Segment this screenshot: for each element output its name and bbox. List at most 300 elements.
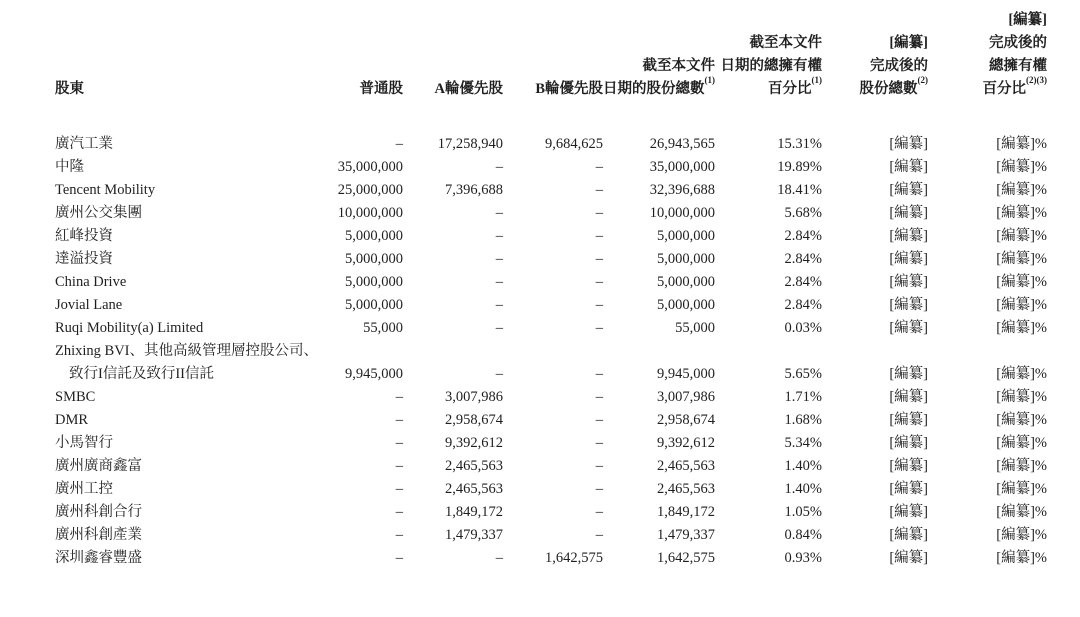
cell-value: [編纂]% — [996, 550, 1047, 566]
cell-value: 5,000,000 — [345, 251, 403, 267]
cell-post-completion-total-shares — [822, 340, 928, 386]
table-row — [55, 271, 1047, 294]
cell-post-completion-total-shares — [822, 409, 928, 432]
cell-ownership-pct-as-of-date — [715, 386, 822, 409]
cell-value: 2.84% — [784, 274, 822, 290]
cell-value: 35,000,000 — [649, 159, 715, 175]
cell-value: 10,000,000 — [337, 205, 403, 221]
cell-value: – — [495, 159, 503, 175]
cell-post-completion-total-shares — [822, 133, 928, 156]
cell-value: – — [595, 458, 603, 474]
cell-ordinary-shares — [337, 547, 403, 570]
cell-value: [編纂]% — [996, 458, 1047, 474]
table-row — [55, 179, 1047, 202]
cell-ownership-pct-as-of-date — [715, 524, 822, 547]
cell-post-completion-ownership-pct — [928, 455, 1047, 478]
cell-total-shares-as-of-date — [603, 179, 715, 202]
cell-total-shares-as-of-date — [603, 386, 715, 409]
cell-ownership-pct-as-of-date — [715, 179, 822, 202]
cell-ordinary-shares — [337, 432, 403, 455]
cell-series-b-preferred — [503, 248, 603, 271]
shareholder-name: 紅峰投資 — [55, 228, 113, 244]
cell-value: [編纂] — [889, 136, 928, 152]
shareholder-name: China Drive — [55, 274, 127, 290]
table-row — [55, 202, 1047, 225]
cell-value: [編纂]% — [996, 504, 1047, 520]
cell-series-a-preferred — [403, 317, 503, 340]
cell-ownership-pct-as-of-date — [715, 547, 822, 570]
cell-series-a-preferred — [403, 478, 503, 501]
cell-series-b-preferred — [503, 179, 603, 202]
cell-value: – — [495, 228, 503, 244]
footnote-ref: (1) — [704, 75, 715, 86]
cell-value: [編纂]% — [996, 527, 1047, 543]
cell-ordinary-shares — [337, 225, 403, 248]
shareholder-name: 廣州廣商鑫富 — [55, 458, 142, 474]
cell-ordinary-shares — [337, 409, 403, 432]
cell-value: [編纂] — [889, 389, 928, 405]
cell-value: – — [595, 366, 603, 382]
footnote-ref: (1) — [811, 75, 822, 86]
cell-value: [編纂]% — [996, 205, 1047, 221]
cell-total-shares-as-of-date — [603, 478, 715, 501]
cell-value: [編纂] — [889, 481, 928, 497]
cell-series-a-preferred — [403, 225, 503, 248]
cell-value: 5,000,000 — [657, 228, 715, 244]
cell-value: 1.71% — [784, 389, 822, 405]
column-header-line: 普通股 — [359, 81, 403, 97]
cell-post-completion-total-shares — [822, 524, 928, 547]
cell-post-completion-total-shares — [822, 248, 928, 271]
cell-series-a-preferred — [403, 271, 503, 294]
cell-value: – — [595, 228, 603, 244]
cell-value: 5,000,000 — [657, 251, 715, 267]
shareholder-name: 廣州科創產業 — [55, 527, 142, 543]
cell-post-completion-ownership-pct — [928, 501, 1047, 524]
cell-value: – — [495, 251, 503, 267]
shareholder-name: 廣州公交集團 — [55, 205, 142, 221]
cell-value: 10,000,000 — [649, 205, 715, 221]
shareholder-name: SMBC — [55, 389, 96, 405]
cell-value: 9,684,625 — [545, 136, 603, 152]
cell-ordinary-shares — [337, 478, 403, 501]
cell-total-shares-as-of-date — [603, 317, 715, 340]
cell-series-a-preferred — [403, 340, 503, 386]
shareholder-name: Ruqi Mobility(a) Limited — [55, 320, 204, 336]
cell-total-shares-as-of-date — [603, 202, 715, 225]
cell-ordinary-shares — [337, 133, 403, 156]
cell-total-shares-as-of-date — [603, 409, 715, 432]
cell-series-a-preferred — [403, 501, 503, 524]
cell-value: 0.84% — [784, 527, 822, 543]
footnote-ref: (2) — [917, 75, 928, 86]
column-header-line: 總擁有權 — [989, 58, 1047, 74]
cell-post-completion-total-shares — [822, 455, 928, 478]
column-header-line: 完成後的 — [989, 35, 1047, 51]
shareholding-table — [55, 9, 1047, 570]
shareholder-name: DMR — [55, 412, 89, 428]
column-header-line: 日期的總擁有權 — [720, 58, 822, 74]
cell-ownership-pct-as-of-date — [715, 133, 822, 156]
cell-value: – — [495, 205, 503, 221]
cell-value: 1.40% — [784, 481, 822, 497]
cell-total-shares-as-of-date — [603, 133, 715, 156]
cell-ordinary-shares — [337, 271, 403, 294]
footnote-ref: (2)(3) — [1026, 75, 1047, 86]
cell-value: 0.03% — [784, 320, 822, 336]
cell-value: – — [395, 481, 403, 497]
cell-value: [編纂] — [889, 458, 928, 474]
column-header-line: 股份總數$^{(2)}$ — [859, 75, 928, 97]
table-row — [55, 317, 1047, 340]
cell-value: 5.34% — [784, 435, 822, 451]
cell-post-completion-ownership-pct — [928, 179, 1047, 202]
cell-series-b-preferred — [503, 340, 603, 386]
cell-value: – — [595, 504, 603, 520]
cell-value: – — [595, 297, 603, 313]
cell-value: 1,642,575 — [657, 550, 715, 566]
column-header-line: 百分比$^{(2)(3)}$ — [982, 75, 1047, 97]
cell-series-b-preferred — [503, 271, 603, 294]
cell-value: 5,000,000 — [345, 297, 403, 313]
cell-value: 17,258,940 — [437, 136, 503, 152]
cell-post-completion-total-shares — [822, 225, 928, 248]
shareholder-name: 小馬智行 — [55, 435, 113, 451]
cell-post-completion-total-shares — [822, 386, 928, 409]
table-row — [55, 478, 1047, 501]
cell-ordinary-shares — [337, 248, 403, 271]
cell-value: 15.31% — [777, 136, 822, 152]
column-header-line: 日期的股份總數$^{(1)}$ — [603, 75, 715, 97]
cell-ordinary-shares — [337, 294, 403, 317]
cell-ownership-pct-as-of-date — [715, 248, 822, 271]
cell-value: [編纂]% — [996, 389, 1047, 405]
cell-post-completion-ownership-pct — [928, 432, 1047, 455]
cell-total-shares-as-of-date — [603, 432, 715, 455]
cell-post-completion-total-shares — [822, 501, 928, 524]
column-header-line: 股東 — [55, 81, 84, 97]
cell-value: – — [595, 527, 603, 543]
cell-value: 5,000,000 — [345, 274, 403, 290]
cell-value: – — [595, 435, 603, 451]
cell-value: 1.05% — [784, 504, 822, 520]
cell-value: – — [395, 412, 403, 428]
cell-value: 32,396,688 — [649, 182, 715, 198]
cell-value: 25,000,000 — [337, 182, 403, 198]
cell-value: 2,958,674 — [657, 412, 715, 428]
cell-post-completion-ownership-pct — [928, 294, 1047, 317]
cell-value: 9,945,000 — [345, 366, 403, 382]
cell-value: – — [395, 435, 403, 451]
column-header-total-shares-as-of-date — [603, 9, 715, 133]
cell-post-completion-total-shares — [822, 432, 928, 455]
cell-value: – — [495, 297, 503, 313]
cell-post-completion-ownership-pct — [928, 340, 1047, 386]
cell-post-completion-total-shares — [822, 156, 928, 179]
cell-post-completion-total-shares — [822, 202, 928, 225]
shareholder-name: 達溢投資 — [55, 251, 113, 267]
cell-total-shares-as-of-date — [603, 271, 715, 294]
cell-ownership-pct-as-of-date — [715, 455, 822, 478]
column-header-line: 截至本文件 — [749, 35, 822, 51]
cell-total-shares-as-of-date — [603, 294, 715, 317]
cell-value: 3,007,986 — [657, 389, 715, 405]
cell-ordinary-shares — [337, 455, 403, 478]
cell-total-shares-as-of-date — [603, 156, 715, 179]
cell-ownership-pct-as-of-date — [715, 202, 822, 225]
cell-series-b-preferred — [503, 317, 603, 340]
cell-value: – — [595, 481, 603, 497]
cell-value: – — [495, 274, 503, 290]
cell-value: [編纂] — [889, 182, 928, 198]
cell-value: – — [595, 159, 603, 175]
cell-value: [編纂] — [889, 550, 928, 566]
cell-value: 7,396,688 — [445, 182, 503, 198]
cell-series-a-preferred — [403, 179, 503, 202]
cell-series-b-preferred — [503, 432, 603, 455]
cell-value: [編纂]% — [996, 412, 1047, 428]
cell-value: 0.93% — [784, 550, 822, 566]
cell-value: [編纂]% — [996, 481, 1047, 497]
cell-value: [編纂] — [889, 412, 928, 428]
cell-post-completion-ownership-pct — [928, 409, 1047, 432]
cell-value: – — [595, 205, 603, 221]
cell-post-completion-ownership-pct — [928, 225, 1047, 248]
cell-value: 35,000,000 — [337, 159, 403, 175]
cell-ownership-pct-as-of-date — [715, 501, 822, 524]
shareholder-name: 中隆 — [55, 159, 84, 175]
cell-value: 2,465,563 — [445, 481, 503, 497]
cell-ordinary-shares — [337, 524, 403, 547]
cell-ordinary-shares — [337, 179, 403, 202]
cell-value: [編纂] — [889, 205, 928, 221]
cell-series-b-preferred — [503, 202, 603, 225]
cell-post-completion-ownership-pct — [928, 478, 1047, 501]
cell-series-a-preferred — [403, 133, 503, 156]
cell-series-a-preferred — [403, 524, 503, 547]
cell-value: [編纂]% — [996, 297, 1047, 313]
cell-post-completion-ownership-pct — [928, 202, 1047, 225]
cell-value: 5,000,000 — [345, 228, 403, 244]
cell-total-shares-as-of-date — [603, 248, 715, 271]
cell-series-b-preferred — [503, 478, 603, 501]
table-row — [55, 156, 1047, 179]
cell-value: – — [495, 320, 503, 336]
cell-post-completion-ownership-pct — [928, 133, 1047, 156]
shareholder-name: Jovial Lane — [55, 297, 123, 313]
cell-value: 2.84% — [784, 297, 822, 313]
cell-value: [編纂]% — [996, 274, 1047, 290]
cell-value: 1,479,337 — [657, 527, 715, 543]
cell-value: 9,392,612 — [445, 435, 503, 451]
cell-value: – — [495, 366, 503, 382]
cell-ordinary-shares — [337, 501, 403, 524]
column-header-series-b-preferred — [503, 9, 603, 133]
cell-value: 2.84% — [784, 228, 822, 244]
table-row — [55, 248, 1047, 271]
cell-total-shares-as-of-date — [603, 340, 715, 386]
table-row — [55, 547, 1047, 570]
cell-value: [編纂]% — [996, 251, 1047, 267]
cell-value: – — [395, 504, 403, 520]
cell-value: 1.68% — [784, 412, 822, 428]
column-header-post-completion-total-shares — [822, 9, 928, 133]
table-row — [55, 386, 1047, 409]
table-row — [55, 455, 1047, 478]
cell-value: – — [595, 389, 603, 405]
cell-ordinary-shares — [337, 340, 403, 386]
cell-series-a-preferred — [403, 386, 503, 409]
cell-value: 2,465,563 — [657, 481, 715, 497]
cell-value: 19.89% — [777, 159, 822, 175]
cell-value: 9,945,000 — [657, 366, 715, 382]
cell-series-b-preferred — [503, 156, 603, 179]
column-header-line: B輪優先股 — [535, 81, 603, 97]
shareholder-name: Zhixing BVI、其他高級管理層控股公司、 致行I信託及致行II信託 — [55, 343, 319, 382]
cell-value: – — [595, 412, 603, 428]
cell-value: 9,392,612 — [657, 435, 715, 451]
cell-value: [編纂]% — [996, 366, 1047, 382]
cell-post-completion-ownership-pct — [928, 317, 1047, 340]
cell-value: – — [395, 136, 403, 152]
cell-series-a-preferred — [403, 156, 503, 179]
cell-ordinary-shares — [337, 317, 403, 340]
cell-value: [編纂] — [889, 274, 928, 290]
cell-value: [編纂] — [889, 527, 928, 543]
cell-value: [編纂]% — [996, 182, 1047, 198]
cell-value: – — [395, 550, 403, 566]
column-header-ownership-pct-as-of-date — [715, 9, 822, 133]
cell-series-a-preferred — [403, 547, 503, 570]
cell-value: 2,958,674 — [445, 412, 503, 428]
column-header-shareholder — [55, 9, 337, 133]
column-header-line: [編纂] — [889, 35, 928, 51]
cell-value: [編纂]% — [996, 136, 1047, 152]
cell-value: 5,000,000 — [657, 297, 715, 313]
cell-series-b-preferred — [503, 225, 603, 248]
cell-series-b-preferred — [503, 294, 603, 317]
table-row — [55, 294, 1047, 317]
shareholder-name: 廣汽工業 — [55, 136, 113, 152]
cell-post-completion-total-shares — [822, 317, 928, 340]
cell-value: 55,000 — [675, 320, 715, 336]
shareholder-name: 深圳鑫睿豐盛 — [55, 550, 142, 566]
cell-value: 18.41% — [777, 182, 822, 198]
column-header-line: [編纂] — [1008, 12, 1047, 28]
cell-series-a-preferred — [403, 409, 503, 432]
cell-value: [編纂] — [889, 435, 928, 451]
cell-ordinary-shares — [337, 202, 403, 225]
table-row — [55, 340, 1047, 386]
table-row — [55, 524, 1047, 547]
cell-value: 3,007,986 — [445, 389, 503, 405]
cell-series-b-preferred — [503, 547, 603, 570]
cell-ownership-pct-as-of-date — [715, 271, 822, 294]
cell-ownership-pct-as-of-date — [715, 432, 822, 455]
column-header-line: 完成後的 — [870, 58, 928, 74]
column-header-ordinary-shares — [337, 9, 403, 133]
cell-value: 2,465,563 — [445, 458, 503, 474]
cell-series-b-preferred — [503, 501, 603, 524]
table-row — [55, 409, 1047, 432]
cell-series-b-preferred — [503, 409, 603, 432]
table-row — [55, 432, 1047, 455]
cell-post-completion-total-shares — [822, 294, 928, 317]
cell-value: – — [395, 389, 403, 405]
cell-series-b-preferred — [503, 133, 603, 156]
cell-value: 55,000 — [363, 320, 403, 336]
cell-ownership-pct-as-of-date — [715, 156, 822, 179]
cell-value: [編纂] — [889, 504, 928, 520]
cell-series-a-preferred — [403, 455, 503, 478]
cell-value: [編纂] — [889, 228, 928, 244]
cell-series-b-preferred — [503, 524, 603, 547]
cell-ordinary-shares — [337, 156, 403, 179]
cell-value: [編纂] — [889, 159, 928, 175]
shareholder-name: 廣州工控 — [55, 481, 113, 497]
cell-post-completion-total-shares — [822, 547, 928, 570]
cell-total-shares-as-of-date — [603, 225, 715, 248]
cell-value: – — [595, 320, 603, 336]
table-header-row — [55, 9, 1047, 133]
table-row — [55, 133, 1047, 156]
cell-ownership-pct-as-of-date — [715, 409, 822, 432]
cell-ownership-pct-as-of-date — [715, 340, 822, 386]
column-header-line: 截至本文件 — [642, 58, 715, 74]
cell-series-a-preferred — [403, 294, 503, 317]
cell-ordinary-shares — [337, 386, 403, 409]
cell-value: 1,849,172 — [445, 504, 503, 520]
cell-value: 1,849,172 — [657, 504, 715, 520]
cell-post-completion-ownership-pct — [928, 524, 1047, 547]
cell-value: – — [595, 251, 603, 267]
column-header-line: A輪優先股 — [434, 81, 503, 97]
cell-value: 2,465,563 — [657, 458, 715, 474]
cell-ownership-pct-as-of-date — [715, 478, 822, 501]
cell-value: 1,479,337 — [445, 527, 503, 543]
cell-post-completion-ownership-pct — [928, 271, 1047, 294]
cell-value: [編纂]% — [996, 159, 1047, 175]
cell-ownership-pct-as-of-date — [715, 317, 822, 340]
cell-series-b-preferred — [503, 455, 603, 478]
cell-total-shares-as-of-date — [603, 501, 715, 524]
cell-value: – — [395, 458, 403, 474]
cell-post-completion-ownership-pct — [928, 547, 1047, 570]
cell-ownership-pct-as-of-date — [715, 294, 822, 317]
cell-series-a-preferred — [403, 432, 503, 455]
cell-value: 26,943,565 — [649, 136, 715, 152]
cell-total-shares-as-of-date — [603, 524, 715, 547]
cell-ownership-pct-as-of-date — [715, 225, 822, 248]
cell-post-completion-total-shares — [822, 179, 928, 202]
cell-value: 2.84% — [784, 251, 822, 267]
column-header-series-a-preferred — [403, 9, 503, 133]
cell-value: – — [595, 182, 603, 198]
table-row — [55, 501, 1047, 524]
cell-series-a-preferred — [403, 202, 503, 225]
cell-value: [編纂]% — [996, 435, 1047, 451]
cell-value: 5.65% — [784, 366, 822, 382]
table-row — [55, 225, 1047, 248]
cell-value: 1,642,575 — [545, 550, 603, 566]
cell-value: [編纂]% — [996, 320, 1047, 336]
cell-value: [編纂] — [889, 320, 928, 336]
cell-post-completion-ownership-pct — [928, 248, 1047, 271]
cell-post-completion-total-shares — [822, 271, 928, 294]
cell-value: 5,000,000 — [657, 274, 715, 290]
cell-total-shares-as-of-date — [603, 455, 715, 478]
cell-series-b-preferred — [503, 386, 603, 409]
